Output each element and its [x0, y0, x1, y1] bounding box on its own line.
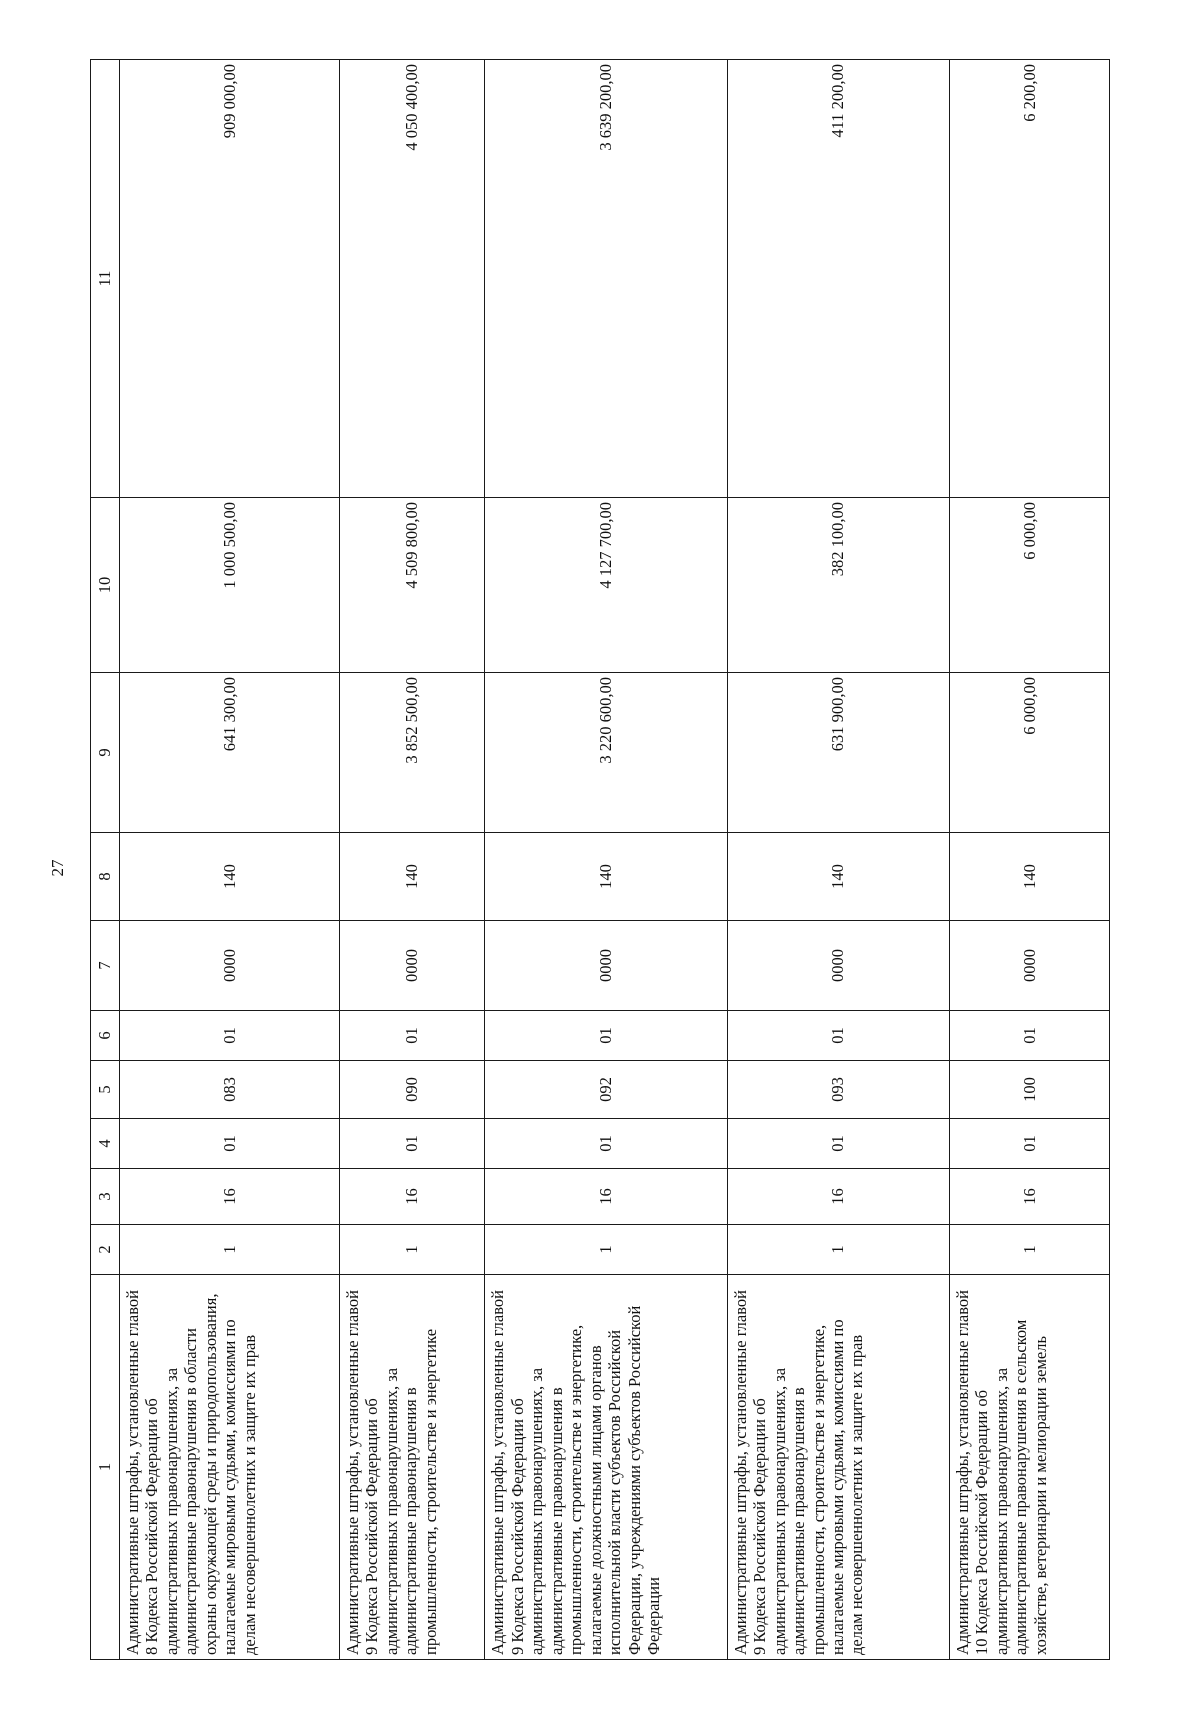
amount-cell: 909 000,00: [120, 60, 340, 498]
row-description: Административные штрафы, установленные главой 9 Кодекса Российской Федерации об административных правонарушениях, за административные правонарушения в промышленности, строительстве и энергетике, налагаемые мировыми судьями, комиссиями по делам несовершеннолетних и защите их прав: [727, 1275, 949, 1660]
code-cell: 16: [485, 1169, 727, 1225]
column-header: 1: [91, 1275, 120, 1660]
amount-cell: 1 000 500,00: [120, 498, 340, 673]
code-cell: 16: [727, 1169, 949, 1225]
code-cell: 01: [485, 1119, 727, 1169]
code-cell: 16: [120, 1169, 340, 1225]
table-row: [485, 60, 727, 1660]
code-cell: 0000: [727, 921, 949, 1011]
code-cell: 01: [340, 1119, 485, 1169]
code-cell: 140: [727, 833, 949, 921]
revenue-table-rotated: [90, 60, 1110, 1660]
code-cell: 140: [340, 833, 485, 921]
column-header: 9: [91, 673, 120, 833]
amount-cell: 411 200,00: [727, 60, 949, 498]
column-header: 6: [91, 1011, 120, 1061]
code-cell: 092: [485, 1061, 727, 1119]
amount-cell: 3 639 200,00: [485, 60, 727, 498]
code-cell: 01: [727, 1011, 949, 1061]
row-description: Административные штрафы, установленные главой 9 Кодекса Российской Федерации об административных правонарушениях, за административные правонарушения в промышленности, строительстве и энергетике, налагаемые должностными лицами органов исполнительной власти субъектов Российской Федерации, учреждениями субъектов Российской Федерации: [485, 1275, 727, 1660]
amount-cell: 4 127 700,00: [485, 498, 727, 673]
code-cell: 01: [727, 1119, 949, 1169]
column-header: 11: [91, 60, 120, 498]
table-row: [340, 60, 485, 1660]
code-cell: 1: [485, 1225, 727, 1275]
amount-cell: 3 852 500,00: [340, 673, 485, 833]
amount-cell: 631 900,00: [727, 673, 949, 833]
column-header: 3: [91, 1169, 120, 1225]
code-cell: 100: [949, 1061, 1109, 1119]
code-cell: 01: [120, 1119, 340, 1169]
code-cell: 090: [340, 1061, 485, 1119]
amount-cell: 382 100,00: [727, 498, 949, 673]
code-cell: 1: [727, 1225, 949, 1275]
amount-cell: 4 050 400,00: [340, 60, 485, 498]
code-cell: 0000: [949, 921, 1109, 1011]
table-row: [727, 60, 949, 1660]
column-header: 2: [91, 1225, 120, 1275]
row-description: Административные штрафы, установленные главой 9 Кодекса Российской Федерации об административных правонарушениях, за административные правонарушения в промышленности, строительстве и энергетике: [340, 1275, 485, 1660]
amount-cell: 641 300,00: [120, 673, 340, 833]
column-header: 10: [91, 498, 120, 673]
header-row: [91, 60, 120, 1660]
code-cell: 140: [485, 833, 727, 921]
table-row: [949, 60, 1109, 1660]
page-number: 27: [48, 859, 67, 877]
column-header: 8: [91, 833, 120, 921]
amount-cell: 6 000,00: [949, 498, 1109, 673]
code-cell: 01: [949, 1011, 1109, 1061]
code-cell: 0000: [340, 921, 485, 1011]
revenue-table: [90, 59, 1110, 1660]
table-row: [120, 60, 340, 1660]
amount-cell: 6 200,00: [949, 60, 1109, 498]
amount-cell: 6 000,00: [949, 673, 1109, 833]
column-header: 4: [91, 1119, 120, 1169]
column-header: 5: [91, 1061, 120, 1119]
code-cell: 01: [120, 1011, 340, 1061]
row-description: Административные штрафы, установленные главой 8 Кодекса Российской Федерации об административных правонарушениях, за административные правонарушения в области охраны окружающей среды и природопользования, налагаемые мировыми судьями, комиссиями по делам несовершеннолетних и защите их прав: [120, 1275, 340, 1660]
row-description: Административные штрафы, установленные главой 10 Кодекса Российской Федерации об административных правонарушениях, за административные правонарушения в сельском хозяйстве, ветеринарии и мелиорации земель: [949, 1275, 1109, 1660]
code-cell: 16: [340, 1169, 485, 1225]
code-cell: 1: [120, 1225, 340, 1275]
code-cell: 16: [949, 1169, 1109, 1225]
column-header: 7: [91, 921, 120, 1011]
amount-cell: 4 509 800,00: [340, 498, 485, 673]
code-cell: 0000: [120, 921, 340, 1011]
code-cell: 01: [485, 1011, 727, 1061]
code-cell: 140: [120, 833, 340, 921]
code-cell: 140: [949, 833, 1109, 921]
code-cell: 1: [949, 1225, 1109, 1275]
amount-cell: 3 220 600,00: [485, 673, 727, 833]
code-cell: 093: [727, 1061, 949, 1119]
code-cell: 083: [120, 1061, 340, 1119]
code-cell: 1: [340, 1225, 485, 1275]
code-cell: 0000: [485, 921, 727, 1011]
code-cell: 01: [949, 1119, 1109, 1169]
code-cell: 01: [340, 1011, 485, 1061]
